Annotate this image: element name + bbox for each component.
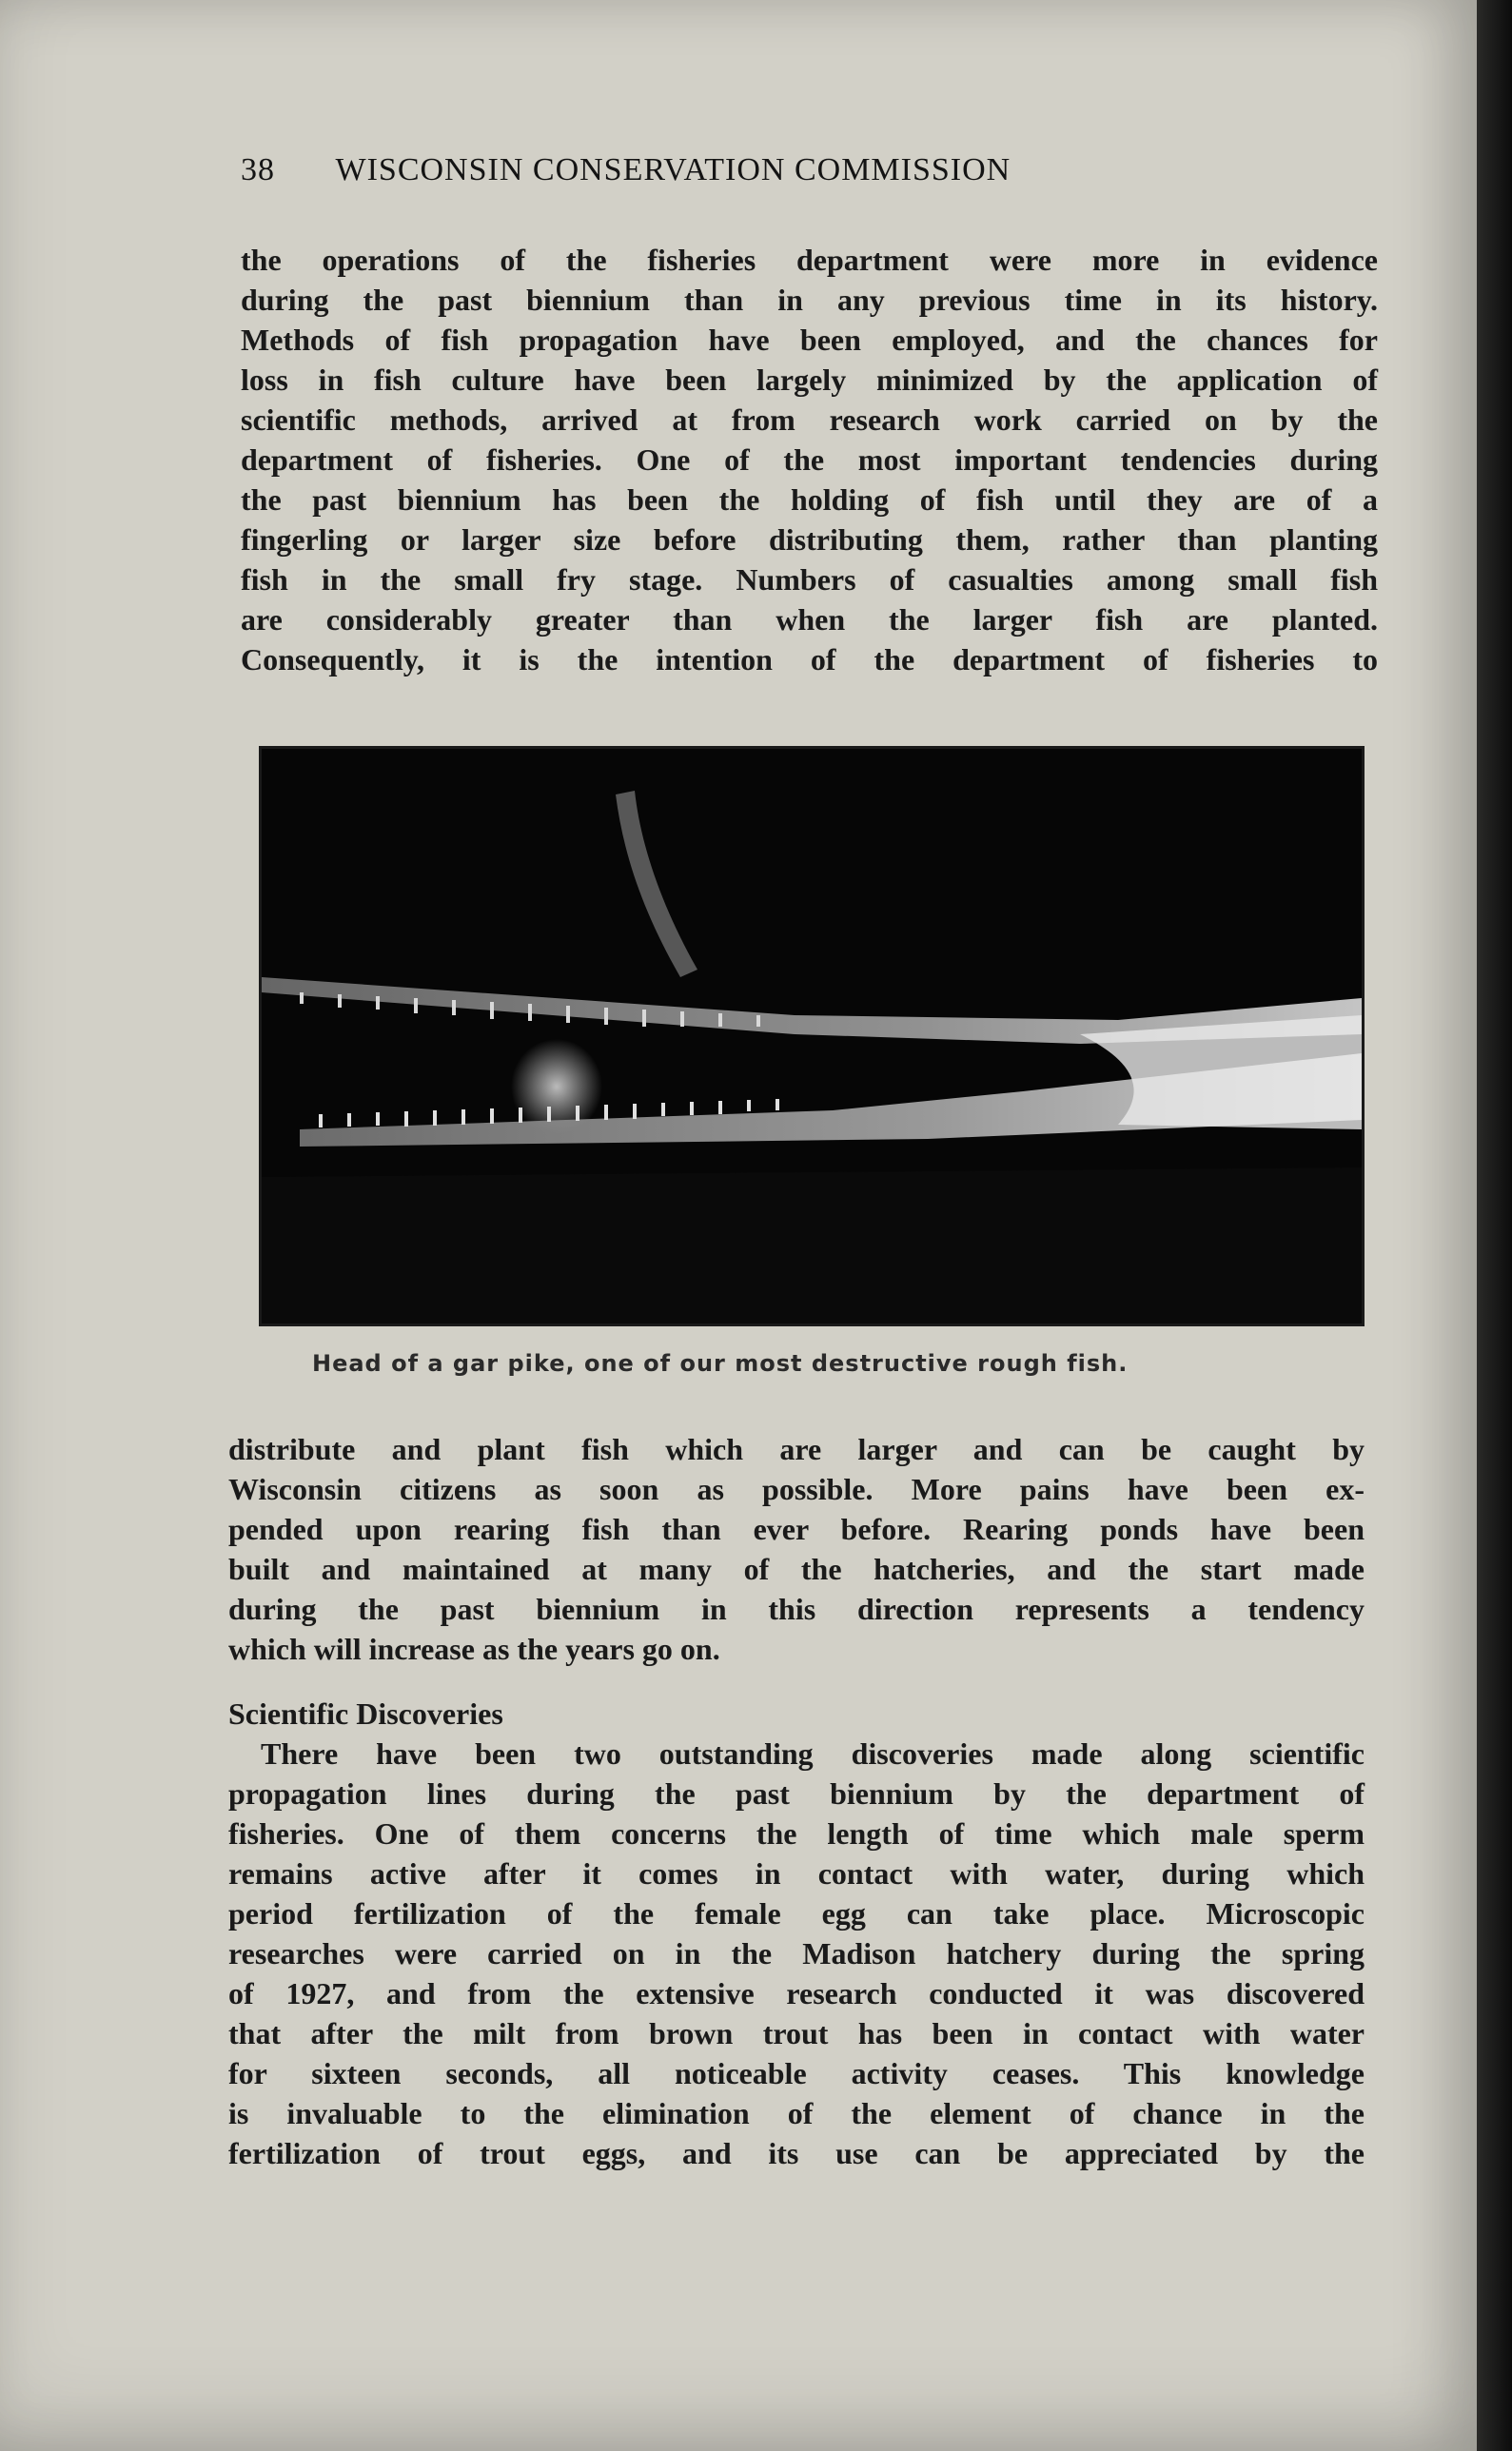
text-line: department of fisheries. One of the most important tendencies during	[241, 442, 1378, 477]
text-line: fish in the small fry stage. Numbers of casualties among small fish	[241, 562, 1378, 597]
running-title: WISCONSIN CONSERVATION COMMISSION	[335, 152, 1011, 187]
text-line: scientific methods, arrived at from research work carried on by the	[241, 402, 1378, 437]
paragraph-continued	[228, 1429, 1365, 1669]
text-line: researches were carried on in the Madison hatchery during the spring	[228, 1936, 1365, 1971]
text-line: for sixteen seconds, all noticeable activity ceases. This knowledge	[228, 2056, 1365, 2090]
text-line: fingerling or larger size before distributing them, rather than planting	[241, 522, 1378, 557]
page-number: 38	[241, 152, 275, 187]
text-line: distribute and plant fish which are larger and can be caught by	[228, 1432, 1365, 1466]
text-line: that after the milt from brown trout has been in contact with water	[228, 2016, 1365, 2050]
text-line: Wisconsin citizens as soon as possible. More pains have been ex-	[228, 1472, 1365, 1506]
text-line: loss in fish culture have been largely minimized by the application of	[241, 363, 1378, 397]
text-line: built and maintained at many of the hatcheries, and the start made	[228, 1552, 1365, 1586]
section-heading: Scientific Discoveries	[228, 1696, 503, 1731]
text-line: Consequently, it is the intention of the department of fisheries to	[241, 642, 1378, 676]
text-line: fertilization of trout eggs, and its use can be appreciated by the	[228, 2136, 1365, 2170]
text-line: during the past biennium in this direction represents a tendency	[228, 1592, 1365, 1626]
running-header	[241, 152, 1235, 188]
text-line: Methods of fish propagation have been employed, and the chances for	[241, 323, 1378, 357]
text-line: the operations of the fisheries department were more in evidence	[241, 243, 1378, 277]
gar-pike-image	[262, 749, 1362, 1324]
text-line: There have been two outstanding discoveries made along scientific	[261, 1736, 1365, 1771]
gar-pike-photo	[259, 746, 1365, 1326]
paragraph-intro	[241, 240, 1378, 679]
text-line: fisheries. One of them concerns the length of time which male sperm	[228, 1816, 1365, 1851]
text-line: is invaluable to the elimination of the element of chance in the	[228, 2096, 1365, 2130]
text-line: which will increase as the years go on.	[228, 1632, 720, 1666]
text-line: the past biennium has been the holding of fish until they are of a	[241, 482, 1378, 517]
text-line: of 1927, and from the extensive research conducted it was discovered	[228, 1976, 1365, 2010]
text-line: propagation lines during the past biennium by the department of	[228, 1776, 1365, 1811]
text-line: period fertilization of the female egg can take place. Microscopic	[228, 1896, 1365, 1931]
text-line: are considerably greater than when the larger fish are planted.	[241, 602, 1378, 637]
scan-edge	[1477, 0, 1512, 2451]
paragraph-scientific-discoveries	[228, 1734, 1365, 2173]
text-line: pended upon rearing fish than ever before. Rearing ponds have been	[228, 1512, 1365, 1546]
figure-caption: Head of a gar pike, one of our most destructive rough fish.	[312, 1350, 1129, 1377]
text-line: during the past biennium than in any previous time in its history.	[241, 283, 1378, 317]
text-line: remains active after it comes in contact with water, during which	[228, 1856, 1365, 1891]
